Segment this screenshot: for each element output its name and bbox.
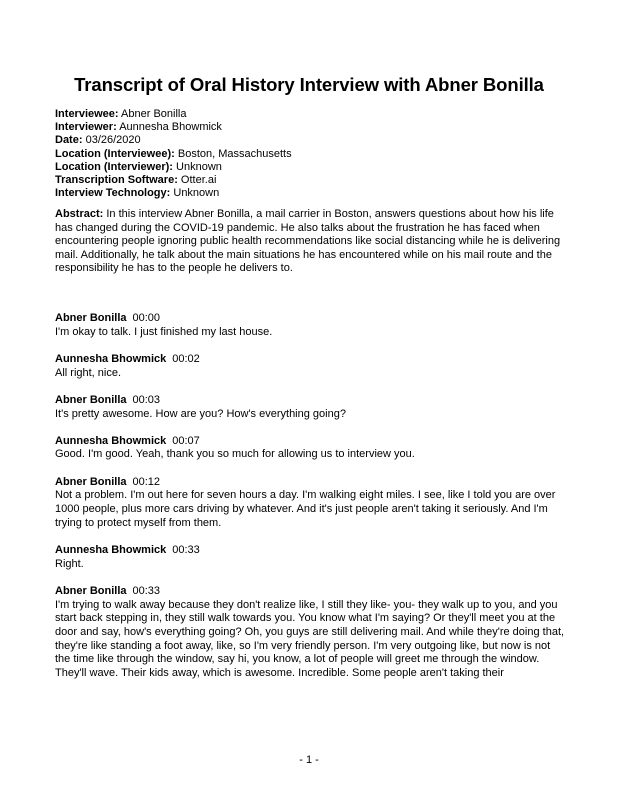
- abstract: [55, 208, 567, 276]
- timestamp: 00:03: [132, 393, 161, 406]
- meta-label: Interview Technology:: [55, 187, 171, 200]
- utterance-text: Right.: [55, 557, 84, 570]
- abstract-label: Abstract:: [55, 208, 104, 220]
- speaker-name: Abner Bonilla: [55, 475, 127, 488]
- transcript-turn: [55, 476, 567, 531]
- meta-transcription-software: [55, 174, 292, 187]
- transcript-turn: [55, 353, 567, 380]
- meta-label: Location (Interviewee):: [55, 147, 175, 160]
- meta-label: Interviewer:: [55, 121, 117, 134]
- timestamp: 00:12: [132, 475, 161, 488]
- speaker-name: Aunnesha Bhowmick: [55, 434, 167, 447]
- timestamp: 00:02: [172, 352, 200, 365]
- meta-label: Transcription Software:: [55, 174, 178, 187]
- meta-value: Unknown: [173, 187, 220, 200]
- utterance-text: I'm trying to walk away because they don't realize like, I still they like- you- they walk up to you, and you start back stepping in, they still walk towards you. You know what I'm saying? Or they'll meet you at the door and say, how's everything going? Oh, you guys are still delivering mail. And while they're doing that, they're like standing a foot away, like, so I'm very friendly person. I'm very outgoing like, but now is not the time like through the window, say hi, you know, a lot of people will greet me through the window. They'll wave. Their kids away, which is awesome. Incredible. Some people aren't taking their: [55, 598, 565, 680]
- utterance-text: All right, nice.: [55, 366, 122, 379]
- meta-date: [55, 134, 292, 147]
- timestamp: 00:00: [132, 312, 161, 324]
- abstract-text: In this interview Abner Bonilla, a mail carrier in Boston, answers questions about how his life has changed during the COVID-19 pandemic. He also talks about the frustration he has faced when encountering people ignoring public health recommendations like social distancing while he is delivering mail. Additionally, he talk about the main situations he has encountered while on his mail route and the responsibility he has to the people he delivers to.: [55, 208, 561, 275]
- document-title: Transcript of Oral History Interview with Abner Bonilla: [74, 74, 544, 95]
- utterance-text: Good. I'm good. Yeah, thank you so much for allowing us to interview you.: [55, 448, 415, 461]
- meta-value: Aunnesha Bhowmick: [119, 121, 222, 134]
- speaker-name: Abner Bonilla: [55, 584, 127, 597]
- meta-location-interviewer: [55, 161, 292, 174]
- transcript-turn: [55, 585, 567, 681]
- interview-metadata: [55, 108, 292, 200]
- meta-value: Boston, Massachusetts: [177, 147, 292, 160]
- meta-value: Unknown: [176, 160, 222, 173]
- utterance-text: Not a problem. I'm out here for seven hours a day. I'm walking eight miles. I see, like I told you are over 1000 people, plus more cars driving by whatever. And it's just people aren't taking it seriously. And I'm trying to protect myself from them.: [55, 489, 556, 529]
- transcript-turn: [55, 312, 567, 339]
- meta-interview-technology: [55, 187, 292, 200]
- transcript-body: [55, 312, 567, 694]
- meta-interviewee: [55, 108, 292, 121]
- meta-value: Abner Bonilla: [121, 108, 187, 120]
- speaker-name: Aunnesha Bhowmick: [55, 543, 167, 556]
- timestamp: 00:33: [172, 543, 200, 556]
- transcript-turn: [55, 435, 567, 462]
- speaker-name: Abner Bonilla: [55, 312, 127, 324]
- utterance-text: It's pretty awesome. How are you? How's everything going?: [55, 407, 346, 420]
- utterance-text: I'm okay to talk. I just finished my last house.: [55, 325, 273, 338]
- meta-label: Interviewee:: [55, 108, 119, 120]
- meta-label: Location (Interviewer):: [55, 160, 173, 173]
- transcript-turn: [55, 544, 567, 571]
- meta-value: Otter.ai: [180, 174, 217, 187]
- meta-value: 03/26/2020: [85, 134, 141, 147]
- meta-label: Date:: [55, 134, 83, 147]
- page-number: - 1 -: [299, 754, 319, 766]
- speaker-name: Aunnesha Bhowmick: [55, 352, 167, 365]
- meta-location-interviewee: [55, 148, 292, 161]
- timestamp: 00:33: [132, 584, 161, 597]
- transcript-turn: [55, 394, 567, 421]
- speaker-name: Abner Bonilla: [55, 393, 127, 406]
- meta-interviewer: [55, 121, 292, 134]
- timestamp: 00:07: [172, 434, 200, 447]
